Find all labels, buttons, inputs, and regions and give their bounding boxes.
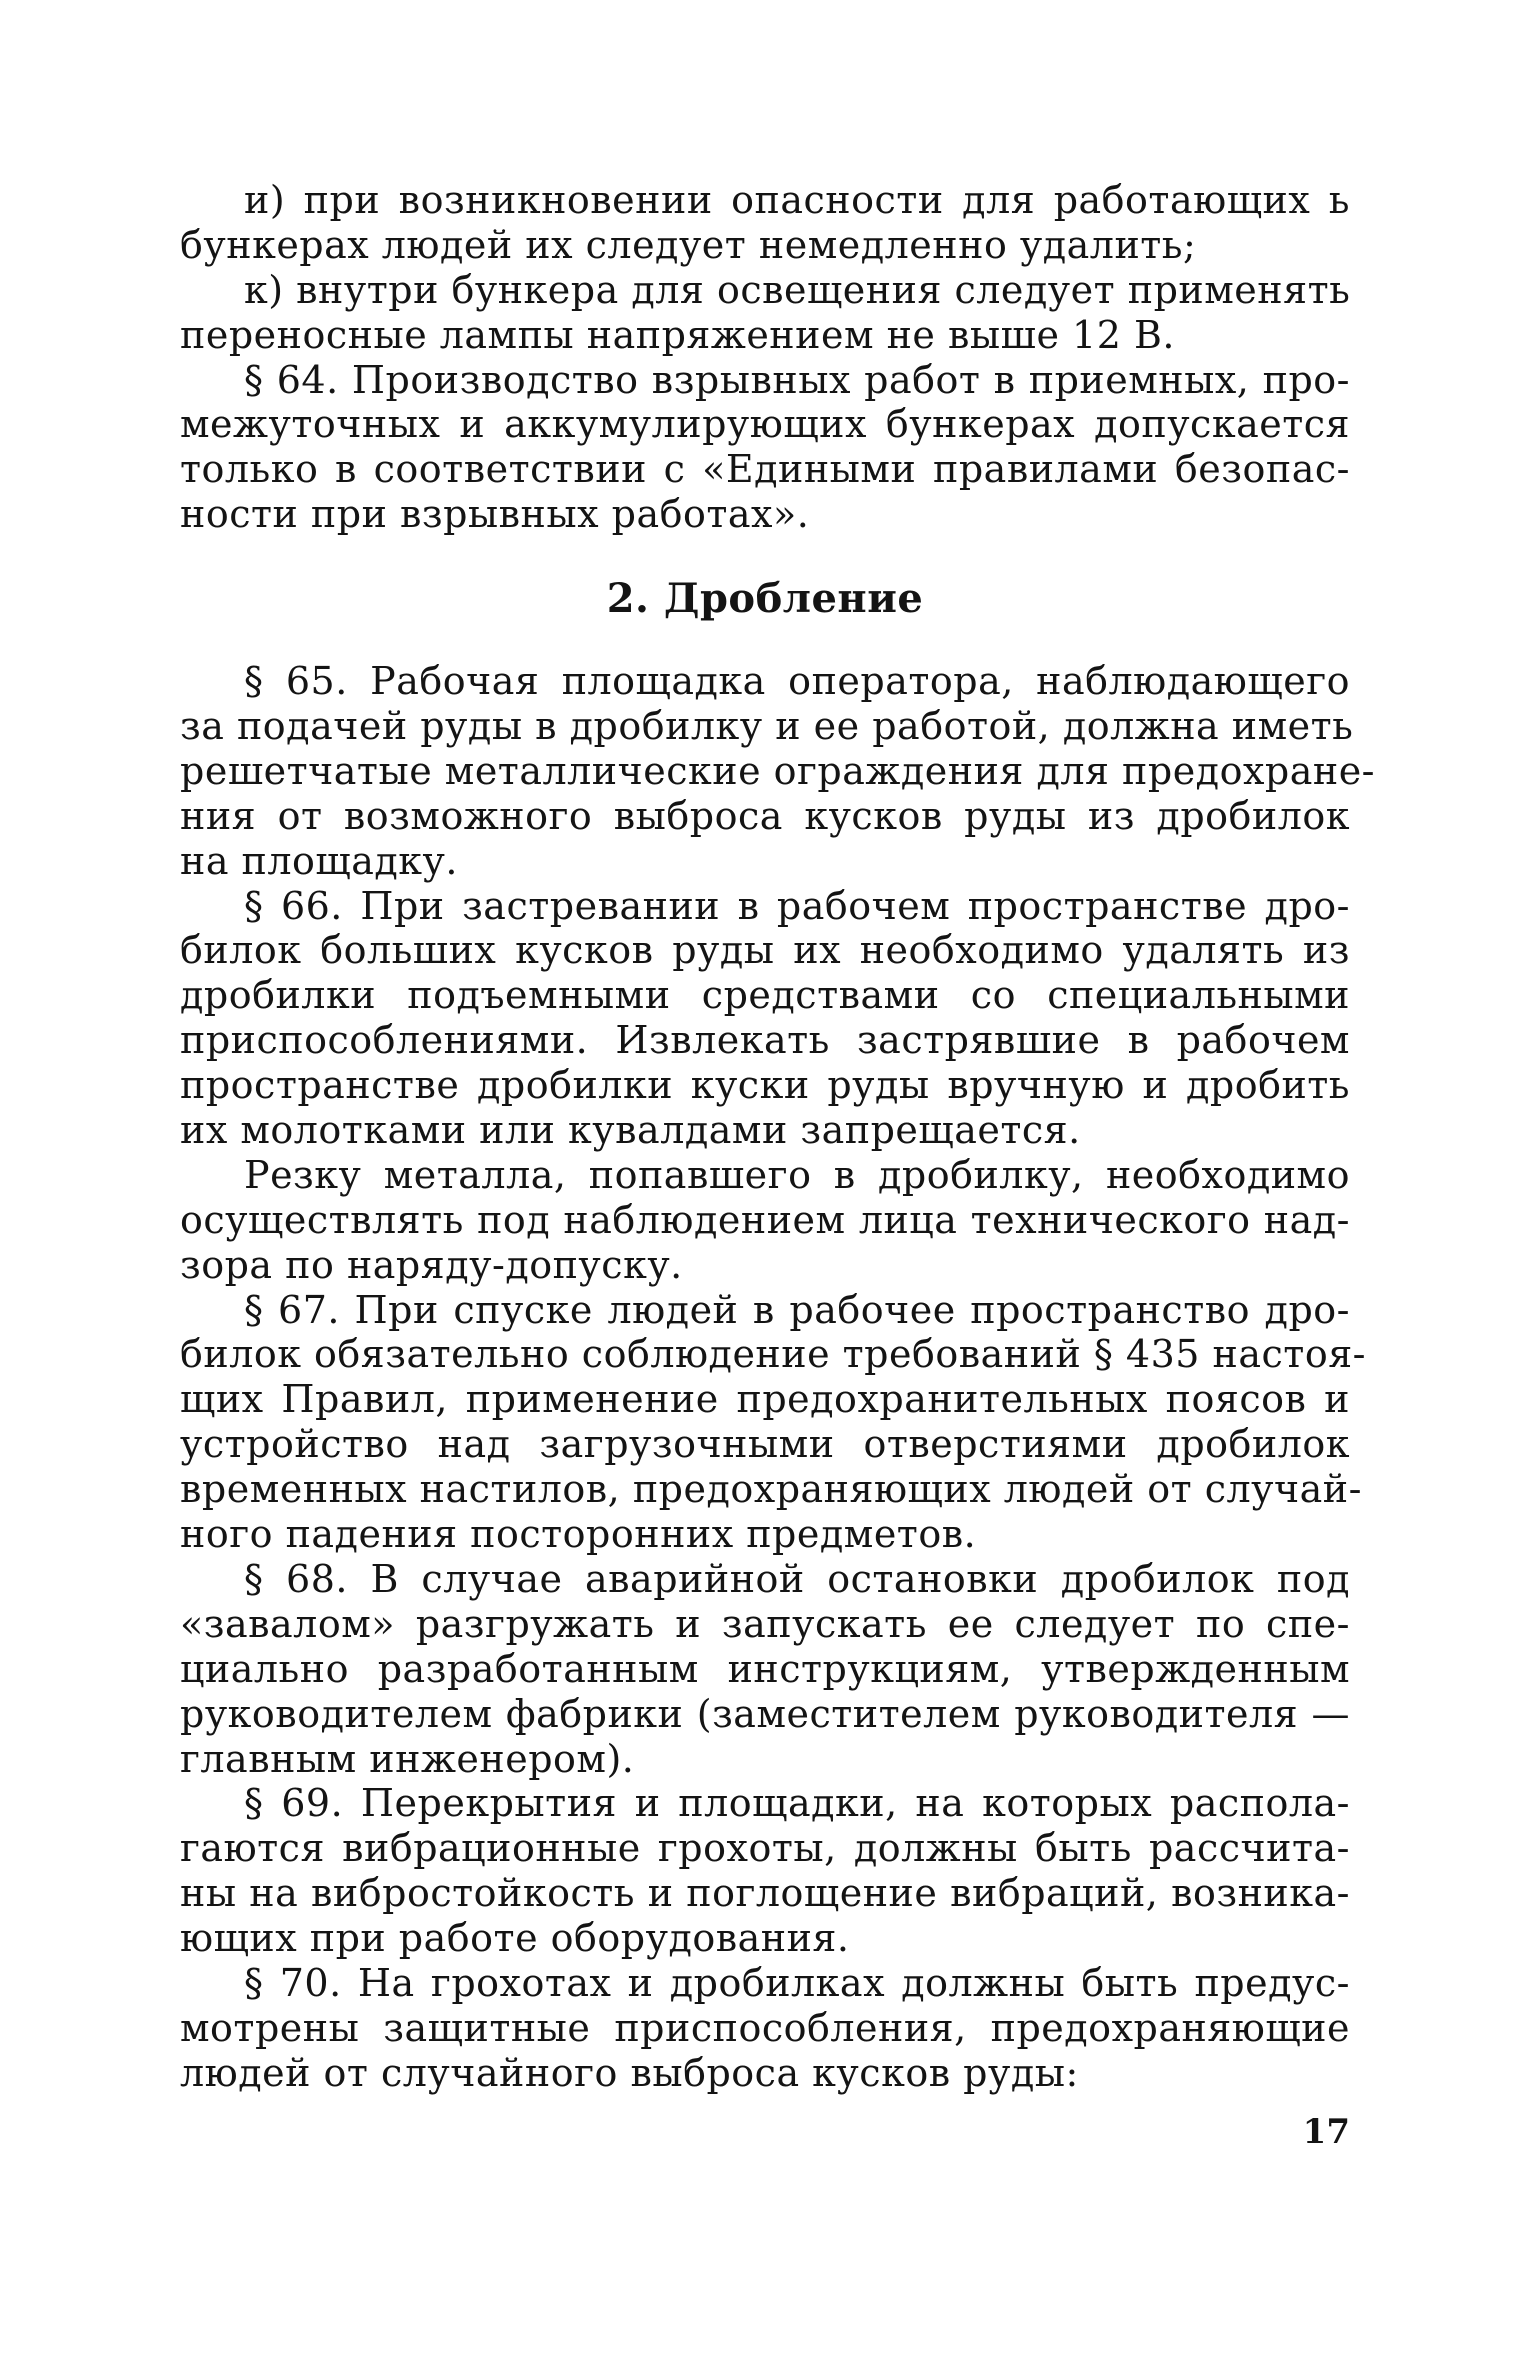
text-line: «завалом» разгружать и запускать ее следует по спе- xyxy=(180,1601,1350,1646)
page-number: 17 xyxy=(1302,2112,1350,2152)
text-line: осуществлять под наблюдением лица технического над- xyxy=(180,1197,1350,1242)
text-line: § 67. При спуске людей в рабочее пространство дро- xyxy=(244,1287,1350,1332)
text-line: переносные лампы напряжением не выше 12 В. xyxy=(180,312,1175,357)
text-line: руководителем фабрики (заместителем руководителя — xyxy=(180,1691,1350,1736)
text-line: мотрены защитные приспособления, предохраняющие xyxy=(180,2005,1350,2050)
text-line: щих Правил, применение предохранительных поясов и xyxy=(180,1377,1350,1422)
text-line: § 70. На грохотах и дробилках должны быть предус- xyxy=(244,1960,1350,2005)
text-line: временных настилов, предохраняющих людей от случай- xyxy=(180,1467,1362,1512)
text-line: § 64. Производство взрывных работ в приемных, про- xyxy=(244,357,1350,402)
text-line: ны на вибростойкость и поглощение вибраций, возника- xyxy=(180,1871,1350,1916)
text-line: билок обязательно соблюдение требований § 435 настоя- xyxy=(180,1332,1367,1377)
text-line: пространстве дробилки куски руды вручную и дробить xyxy=(180,1063,1350,1108)
text-line: § 66. При застревании в рабочем пространстве дро- xyxy=(244,883,1350,928)
text-line: приспособлениями. Извлекать застрявшие в рабочем xyxy=(180,1018,1350,1063)
text-line: решетчатые металлические ограждения для предохране- xyxy=(180,748,1376,793)
text-line: их молотками или кувалдами запрещается. xyxy=(180,1108,1081,1153)
text-line: межуточных и аккумулирующих бункерах допускается xyxy=(180,402,1350,447)
text-line: зора по наряду-допуску. xyxy=(180,1242,683,1287)
text-line: ного падения посторонних предметов. xyxy=(180,1512,977,1557)
text-block-after-heading xyxy=(180,659,1376,2096)
text-line: устройство над загрузочными отверстиями дробилок xyxy=(180,1422,1350,1467)
text-line: бункерах людей их следует немедленно удалить; xyxy=(180,222,1197,267)
text-line: гаются вибрационные грохоты, должны быть рассчита- xyxy=(180,1826,1350,1871)
page-body xyxy=(180,178,1376,2096)
text-line: ющих при работе оборудования. xyxy=(180,1916,850,1961)
text-line: билок больших кусков руды их необходимо удалять из xyxy=(180,928,1350,973)
text-line: на площадку. xyxy=(180,838,458,883)
text-line: циально разработанным инструкциям, утвержденным xyxy=(180,1646,1350,1691)
text-line: и) при возникновении опасности для работающих ь xyxy=(244,178,1350,222)
text-block-before-heading xyxy=(180,178,1350,537)
text-line: дробилки подъемными средствами со специальными xyxy=(180,973,1350,1018)
text-line: за подачей руды в дробилку и ее работой, должна иметь xyxy=(180,704,1354,749)
text-line: § 65. Рабочая площадка оператора, наблюдающего xyxy=(244,659,1350,704)
text-line: главным инженером). xyxy=(180,1736,635,1781)
text-line: ности при взрывных работах». xyxy=(180,492,810,537)
text-line: Резку металла, попавшего в дробилку, необходимо xyxy=(244,1152,1350,1197)
text-line: ния от возможного выброса кусков руды из дробилок xyxy=(180,793,1350,838)
text-line: § 69. Перекрытия и площадки, на которых распола- xyxy=(244,1781,1350,1826)
text-line: только в соответствии с «Едиными правилами безопас- xyxy=(180,447,1350,492)
section-heading: 2. Дробление xyxy=(606,575,924,623)
text-line: к) внутри бункера для освещения следует применять xyxy=(244,267,1351,312)
text-line: людей от случайного выброса кусков руды: xyxy=(180,2050,1079,2095)
text-line: § 68. В случае аварийной остановки дробилок под xyxy=(244,1556,1350,1601)
